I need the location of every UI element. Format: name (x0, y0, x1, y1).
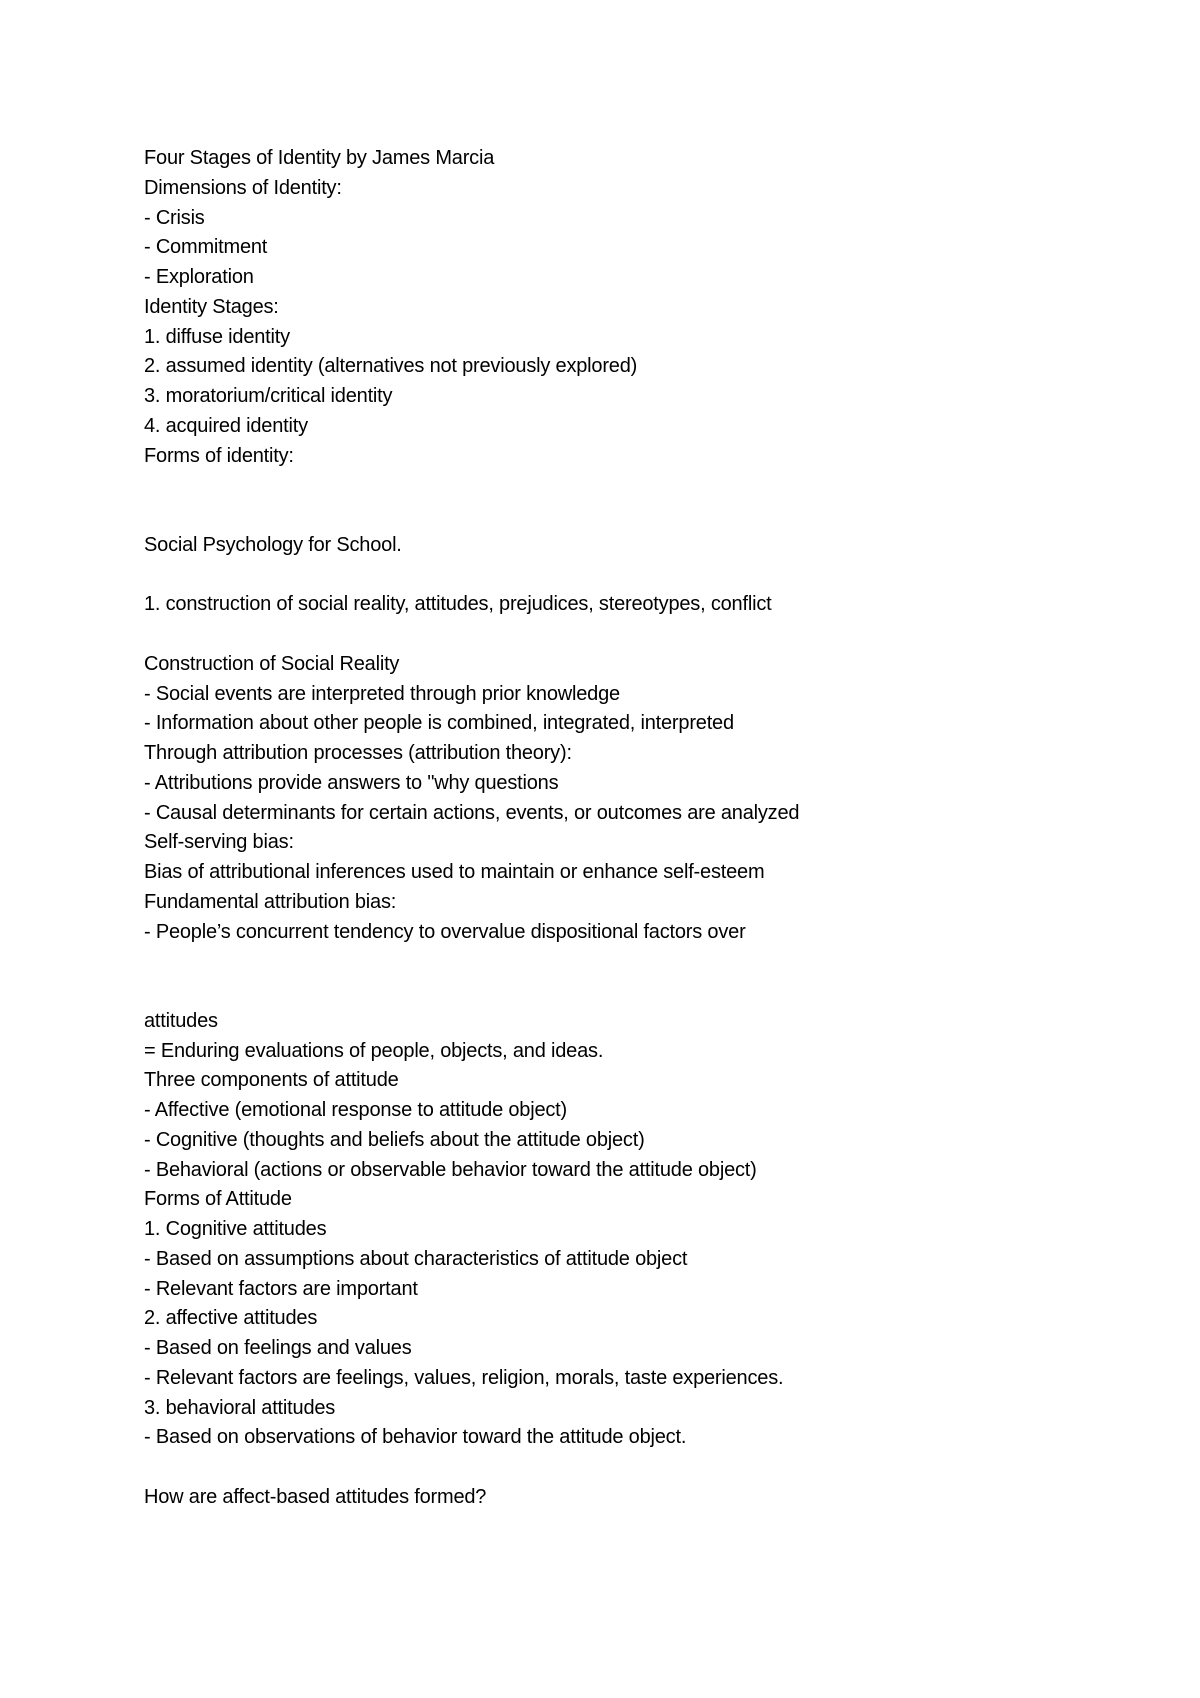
text-line: - Behavioral (actions or observable behavior toward the attitude object) (144, 1158, 757, 1181)
text-line: - Social events are interpreted through prior knowledge (144, 682, 620, 705)
text-line: Dimensions of Identity: (144, 176, 342, 199)
text-line: - Information about other people is combined, integrated, interpreted (144, 712, 734, 735)
text-line: Four Stages of Identity by James Marcia (144, 147, 495, 169)
text-line: 3. moratorium/critical identity (144, 385, 393, 407)
text-line: Fundamental attribution bias: (144, 890, 397, 913)
text-line: 1. construction of social reality, attitudes, prejudices, stereotypes, conflict (144, 593, 772, 616)
text-line: - Affective (emotional response to attitude object) (144, 1099, 568, 1121)
text-line: Identity Stages: (144, 295, 279, 318)
blank-line (144, 977, 1144, 1007)
blank-line (144, 561, 1144, 591)
text-line: - Commitment (144, 236, 268, 259)
text-line: - Crisis (144, 206, 205, 229)
blank-line (144, 501, 1144, 531)
text-line: Bias of attributional inferences used to maintain or enhance self-esteem (144, 861, 765, 883)
text-line: - Based on assumptions about characteristics of attitude object (144, 1247, 688, 1270)
text-line: 1. Cognitive attitudes (144, 1218, 327, 1240)
text-line: Three components of attitude (144, 1069, 399, 1092)
text-line: Self-serving bias: (144, 831, 294, 854)
blank-line (144, 1453, 1144, 1483)
text-line: 2. assumed identity (alternatives not previously explored) (144, 355, 638, 378)
text-line: - Causal determinants for certain actions, events, or outcomes are analyzed (144, 801, 800, 824)
blank-line (144, 620, 1144, 650)
text-line: Social Psychology for School. (144, 533, 402, 556)
text-line: - Based on observations of behavior toward the attitude object. (144, 1426, 687, 1449)
text-line: - Relevant factors are feelings, values, religion, morals, taste experiences. (144, 1366, 784, 1389)
text-line: - Exploration (144, 266, 254, 288)
text-line: - Cognitive (thoughts and beliefs about the attitude object) (144, 1128, 645, 1151)
text-line: Forms of identity: (144, 444, 294, 467)
document-body (144, 144, 1144, 1513)
text-line: 4. acquired identity (144, 414, 308, 437)
text-line: - Based on feelings and values (144, 1337, 412, 1359)
blank-line (144, 471, 1144, 501)
text-line: Forms of Attitude (144, 1188, 292, 1211)
text-line: - People’s concurrent tendency to overvalue dispositional factors over (144, 920, 746, 943)
blank-line (144, 947, 1144, 977)
text-line: 3. behavioral attitudes (144, 1396, 336, 1419)
text-line: = Enduring evaluations of people, objects, and ideas. (144, 1039, 604, 1062)
text-line: Through attribution processes (attribution theory): (144, 742, 572, 764)
text-line: - Attributions provide answers to "why questions (144, 771, 559, 794)
text-line: How are affect-based attitudes formed? (144, 1485, 487, 1508)
text-line: attitudes (144, 1009, 218, 1032)
text-line: 2. affective attitudes (144, 1307, 318, 1330)
text-line: - Relevant factors are important (144, 1277, 418, 1300)
text-line: Construction of Social Reality (144, 652, 400, 675)
text-line: 1. diffuse identity (144, 325, 290, 348)
